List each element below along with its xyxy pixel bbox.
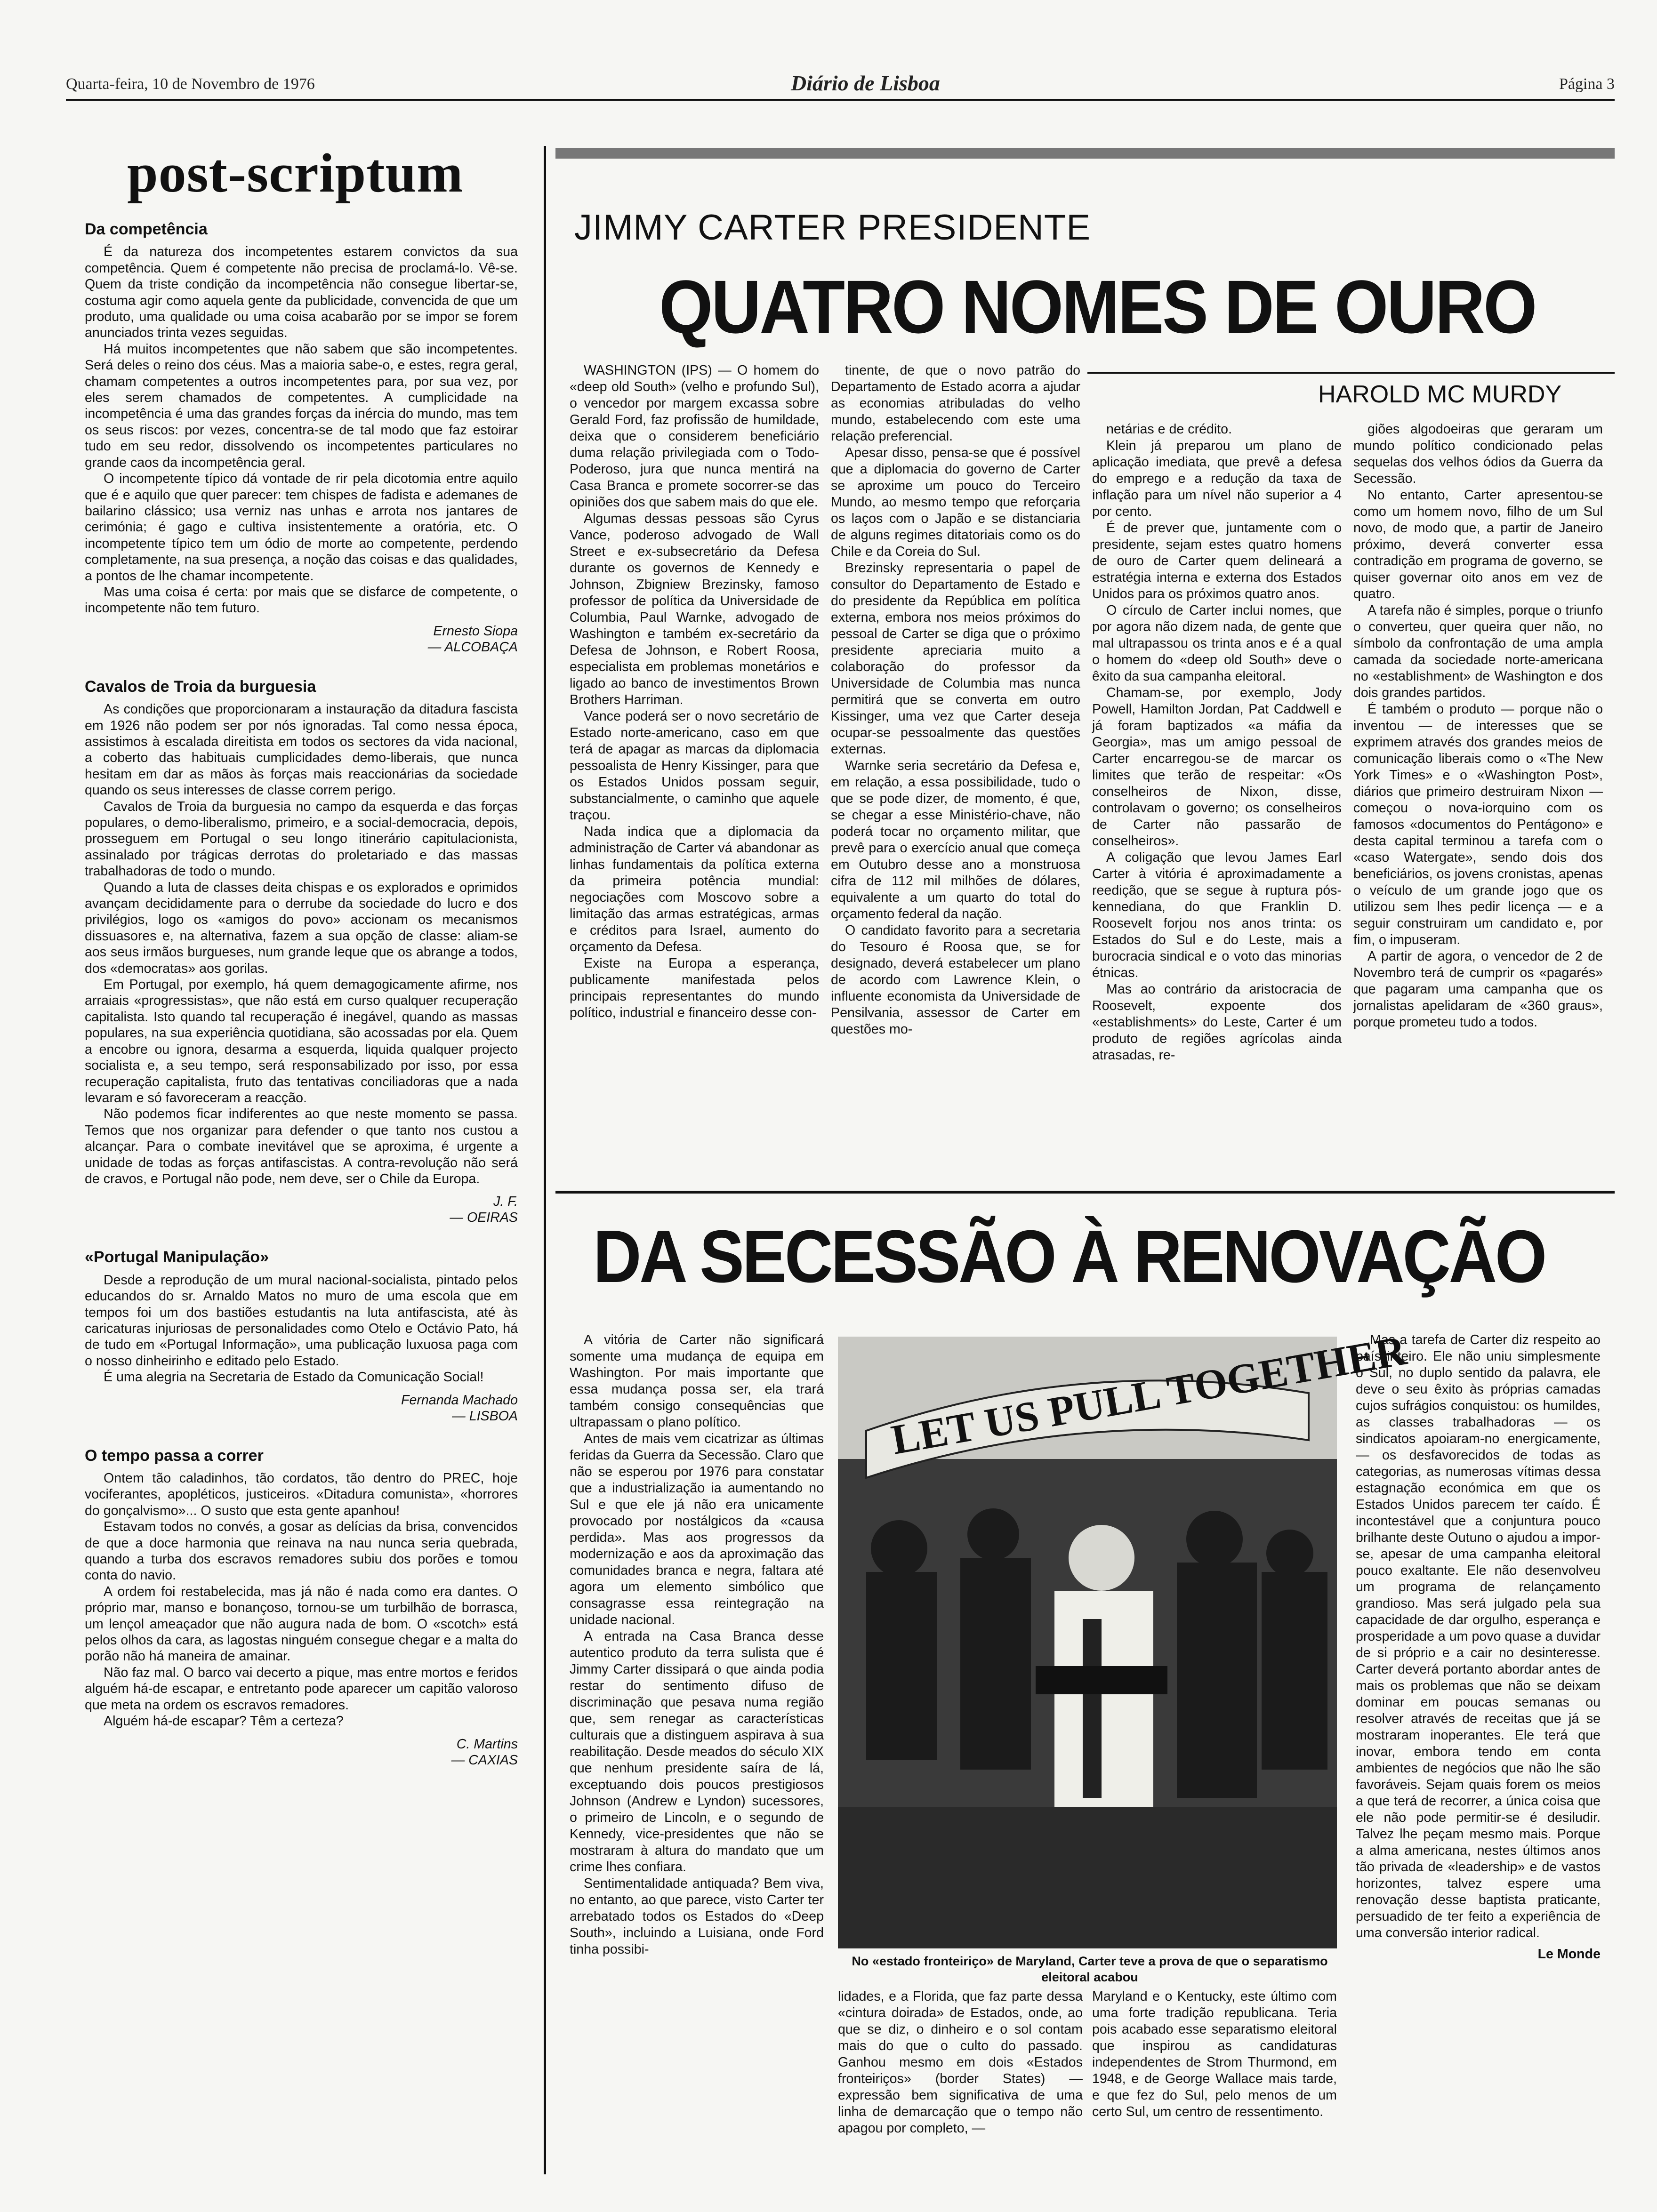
postscriptum-title: post-scriptum bbox=[127, 142, 464, 204]
article-column bbox=[1092, 421, 1342, 1191]
column-divider bbox=[544, 146, 546, 2174]
paragraph: lidades, e a Florida, que faz parte dessa «cintura doirada» de Estados, onde, ao que se diz, o dinheiro e o sol contam mais do que o culto do passado. Ganhou mesmo em dois «Estados fronteiriços» (border States) — expressão bem significativa de uma linha de demarcação que o tempo não apagou por completo, — bbox=[838, 1989, 1083, 2136]
article-headline: DA SECESSÃO À RENOVAÇÃO bbox=[593, 1215, 1545, 1298]
article-divider bbox=[555, 1191, 1615, 1194]
article-column bbox=[1092, 1988, 1337, 2205]
paragraph: A vitória de Carter não significará somente uma mudança de equipa em Washington. Por mais importante que essa mudança possa ser, ela trará também consigo consequências que ultrapassam o plano político. bbox=[570, 1332, 824, 1430]
paragraph: O incompetente típico dá vontade de rir pela dicotomia entre aquilo que é e aquilo que quer parecer: tem chispes de fadista e ademanes de bailarino clássico; usa verniz nas unhas e arrota nos jantares de cerimónia; é gago e cultiva insistentemente a oratória, etc. O incompetente típico tem um ódio de morte ao competente, perdendo completamente, na sua presença, a noção das coisas e das qualidades, a pontos de lhe chamar incompetente. bbox=[85, 471, 518, 584]
author-name: C. Martins bbox=[456, 1736, 518, 1752]
banner-text: LET US PULL TOGETHER bbox=[888, 1327, 1410, 1464]
article-source: Le Monde bbox=[1537, 1947, 1601, 1962]
paragraph: A entrada na Casa Branca desse autentico produto da terra sulista que é Jimmy Carter dissipará o que ainda podia restar do sentimento difuso de discriminação que pesava numa região que, sem renegar as características culturais que a distinguem aspirava à sua reabilitação. Desde meados do século XIX que nenhum presidente saíra de lá, exceptuando dois poucos prestigiosos Johnson (Andrew e Lyndon) sucessores, o primeiro de Lincoln, e o segundo de Kennedy, vice-presidentes que não se mostraram à altura do mandato que um crime lhes confiara. bbox=[570, 1629, 824, 1875]
paragraph: Desde a reprodução de um mural nacional-socialista, pintado pelos educandos do sr. Arnaldo Matos no muro de uma escola que em tempos foi um dos bastiões estudantis na luta antifascista, até às caricaturas injuriosas de personalidades como Otelo e Octávio Pato, há de tudo em «Portugal Informação», uma publicação luxuosa paga com o nosso dinheirinho e editado pelo Estado. bbox=[85, 1272, 518, 1369]
issue-date: Quarta-feira, 10 de Novembro de 1976 bbox=[66, 75, 315, 93]
paragraph: É uma alegria na Secretaria de Estado da Comunicação Social! bbox=[104, 1370, 484, 1385]
article-kicker: JIMMY CARTER PRESIDENTE bbox=[574, 208, 1091, 248]
paragraph: Quando a luta de classes deita chispas e os explorados e oprimidos avançam decididamente para o derrube da sociedade do lucro e dos privilégios, logo os «amigos do povo» accionam os mecanismos dissuasores e, na alternativa, fazem a sua opção de classe: aliam-se aos seus irmãos burgueses, num grande leque que os abrange a todos, dos «democratas» aos gorilas. bbox=[85, 880, 518, 976]
author-name: Fernanda Machado bbox=[401, 1392, 518, 1408]
article-column bbox=[570, 1332, 824, 2198]
paragraph: Não podemos ficar indiferentes ao que neste momento se passa. Temos que nos organizar para defender o que tanto nos custou a alcançar. Para o combate inevitável que se aproxima, é urgente a unidade de todas as forças antifascistas. A contra-revolução não será de cravos, e Portugal não pode, nem deve, ser o Chile da Europa. bbox=[85, 1106, 518, 1186]
letter bbox=[85, 679, 518, 1226]
paragraph: A tarefa não é simples, porque o triunfo o converteu, quer queira quer não, no símbolo da confrontação de uma ampla camada da sociedade norte-americana no «establishment» de Washington e dos dois grandes partidos. bbox=[1353, 603, 1603, 700]
masthead-rule bbox=[66, 99, 1615, 101]
newspaper-name: Diário de Lisboa bbox=[791, 71, 940, 95]
paragraph: tinente, de que o novo patrão do Departamento de Estado acorra a ajudar as economias atribuladas do velho mundo, estabelecendo com este uma relação preferencial. bbox=[831, 363, 1080, 444]
paragraph: Brezinsky representaria o papel de consultor do Departamento de Estado e do presidente da República em política externa, embora nos meios próximos do pessoal de Carter se diga que o próximo presidente apreciaria muito a colaboração do professor da Universidade de Columbia mas nunca permitirá que se converta em outro Kissinger, uma vez que Carter deseja ocupar-se pessoalmente das questões externas. bbox=[831, 561, 1080, 757]
photo-caption: No «estado fronteiriço» de Maryland, Carter teve a prova de que o separatismo eleitoral acabou bbox=[852, 1954, 1328, 1984]
byline-rule bbox=[1087, 372, 1615, 374]
article-column bbox=[1356, 1332, 1601, 2198]
page-number: Página 3 bbox=[1559, 75, 1615, 93]
paragraph: Mas ao contrário da aristocracia de Roosevelt, expoente dos «establishments» do Leste, Carter é um produto de regiões agrícolas ainda atrasadas, re- bbox=[1092, 982, 1342, 1063]
author-place: — ALCOBAÇA bbox=[427, 639, 518, 655]
article-column bbox=[831, 362, 1080, 1191]
author-name: J. F. bbox=[493, 1194, 518, 1210]
paragraph: O candidato favorito para a secretaria do Tesouro é Roosa que, se for designado, deverá estabelecer um plano de acordo com Lawrence Klein, o influente economista da Universidade de Pensilvania, assessor de Carter em questões mo- bbox=[831, 923, 1080, 1037]
letter-heading: Da competência bbox=[85, 220, 208, 238]
letter-heading: O tempo passa a correr bbox=[85, 1446, 264, 1465]
section-divider bbox=[555, 148, 1615, 159]
microphone-stand bbox=[1036, 1666, 1167, 1694]
letter-signature bbox=[85, 623, 518, 655]
letter-heading: «Portugal Manipulação» bbox=[85, 1248, 269, 1266]
paragraph: Cavalos de Troia da burguesia no campo da esquerda e das forças populares, o demo-liberalismo, primeiro, e a social-democracia, depois, prosseguem em Portugal o seu longo itinerário capitulacionista, assinalado por trágicas derrotas do proletariado e das massas trabalhadoras de todo o mundo. bbox=[85, 799, 518, 879]
paragraph: Antes de mais vem cicatrizar as últimas feridas da Guerra da Secessão. Claro que não se esperou por 1976 para constatar que a industrialização ia aumentando no Sul e que ele já não era unicamente provocado por nostálgicos da «causa perdida». Mas aos progressos da modernização e aos da aproximação das comunidades branca e negra, faltara até agora um elemento simbólico que consagrasse essa reintegração na unidade nacional. bbox=[570, 1431, 824, 1627]
article-photo bbox=[838, 1327, 1410, 1948]
paragraph: Apesar disso, pensa-se que é possível que a diplomacia do governo de Carter se aproxime um pouco do Terceiro Mundo, ao mesmo tempo que reforçaria os laços com o Japão e se distanciaria de alguns regimes ditatoriais como os do Chile e da Coreia do Sul. bbox=[831, 445, 1080, 559]
postscriptum-column bbox=[85, 221, 518, 2170]
paragraph: Klein já preparou um plano de aplicação imediata, que prevê a defesa do emprego e a redução da taxa de inflação para um nível não superior a 4 por cento. bbox=[1092, 438, 1342, 519]
paragraph: Mas uma coisa é certa: por mais que se disfarce de competente, o incompetente não tem futuro. bbox=[85, 584, 518, 616]
paragraph: Não faz mal. O barco vai decerto a pique, mas entre mortos e feridos alguém há-de escapar, e entretanto pode aparecer um capitão valoroso que meta na ordem os escravos remadores. bbox=[85, 1665, 518, 1713]
paragraph: Alguém há-de escapar? Têm a certeza? bbox=[104, 1714, 344, 1729]
letter-signature bbox=[85, 1194, 518, 1226]
paragraph: Maryland e o Kentucky, este último com uma forte tradição republicana. Teria pois acabado esse separatismo eleitoral que inspirou as candidaturas independentes de Strom Thurmond, em 1948, e de George Wallace mais tarde, e que fez do Sul, pelo menos de um certo Sul, um centro de ressentimento. bbox=[1092, 1989, 1337, 2119]
author-place: — LISBOA bbox=[452, 1408, 518, 1424]
paragraph: Chamam-se, por exemplo, Jody Powell, Hamilton Jordan, Pat Caddwell e já foram baptizados «a máfia da Georgia», mas um amigo pessoal de Carter encarregou-se de marcar os limites que terão de respeitar: «Os conselheiros de Nixon, disse, controlavam o governo; os conselheiros de Carter não passarão de conselheiros». bbox=[1092, 685, 1342, 849]
author-name: Ernesto Siopa bbox=[433, 623, 518, 639]
paragraph: A partir de agora, o vencedor de 2 de Novembro terá de cumprir os «pagarés» que pagaram uma campanha que os jornalistas apelidaram de «360 graus», porque prometeu tudo a todos. bbox=[1353, 949, 1603, 1030]
paragraph: O círculo de Carter inclui nomes, que por agora não dizem nada, de gente que mal ultrapassou os trinta anos e é a qual o homem do «deep old South» deve o êxito da sua campanha eleitoral. bbox=[1092, 603, 1342, 684]
paragraph: Vance poderá ser o novo secretário de Estado norte-americano, caso em que terá de apagar as marcas da diplomacia pessoalista de Henry Kissinger, para que os Estados Unidos possam seguir, substancialmente, o caminho que aquele traçou. bbox=[570, 709, 819, 823]
paragraph: A coligação que levou James Earl Carter à vitória é aproximadamente a reedição, que se segue à ruptura pós-kennediana, do que Franklin D. Roosevelt forjou nos anos trinta: os Estados do Sul e do Leste, mais a burocracia sindical e o voto das minorias étnicas. bbox=[1092, 850, 1342, 980]
paragraph: É de prever que, juntamente com o presidente, sejam estes quatro homens de ouro de Carter quem delineará a estratégia interna e externa dos Estados Unidos para os próximos quatro anos. bbox=[1092, 521, 1342, 601]
paragraph: Mas a tarefa de Carter diz respeito ao país inteiro. Ele não uniu simplesmente o Sul, no duplo sentido da palavra, ele deve o seu êxito às próprias camadas cujos sufrágios conquistou: os humildes, as classes trabalhadoras — os sindicatos apoiaram-no energicamente, — os desfavorecidos de todas as categorias, as numerosas vítimas dessa estagnação económica em que os Estados Unidos parecem ter caído. É incontestável que a conjuntura pouco brilhante deste Outuno o ajudou a impor-se, apesar de uma campanha eleitoral pouco exaltante. Ele não desenvolveu um programa de relançamento grandioso. Mas será julgado pela sua capacidade de dar orgulho, esperança e prosperidade a um povo quase a duvidar de si próprio e a cair no desinteresse. Carter deverá portanto abordar antes de mais os problemas que não se deixam dominar em poucas semanas ou resolver através de receitas que já se mostraram inoperantes. Ele terá que inovar, embora tendo em conta ambientes de negócios que não lhe são favoráveis. Sejam quais forem os meios a que terá de recorrer, a única coisa que ele não pode permitir-se é desiludir. Talvez lhe peçam mesmo mais. Porque a alma americana, nestes últimos anos tão privada de «leadership» e de vastos horizontes, talvez espere uma renovação desse baptista praticante, persuadido de ter feito a experiência de uma conversão interior radical. bbox=[1356, 1332, 1601, 1940]
podium bbox=[838, 1807, 1337, 1948]
paragraph: A ordem foi restabelecida, mas já não é nada como era dantes. O próprio mar, manso e bonançoso, tornou-se um turbilhão de borrasca, um lençol ameaçador que não augura nada de bom. O «scotch» está pelos olhos da cara, as lagostas ninguém consegue chegar e a malta do porão não há maneira de amainar. bbox=[85, 1584, 518, 1664]
paragraph: giões algodoeiras que geraram um mundo político condicionado pelas sequelas dos velhos ódios da Guerra da Secessão. bbox=[1353, 422, 1603, 486]
paragraph: Existe na Europa a esperança, publicamente manifestada pelos principais representantes do mundo político, industrial e financeiro desse con- bbox=[570, 956, 819, 1020]
letter bbox=[85, 1249, 518, 1424]
paragraph: É também o produto — porque não o inventou — de interesses que se exprimem através dos grandes meios de comunicação liberais como o «The New York Times» e o «Washington Post», diários que primeiro destruiram Nixon — começou o nova-iorquino com os famosos «documentos do Pentágono» e desta capital terminou a tarefa com o «caso Watergate», sendo dois dos beneficiários, os jovens cronistas, apenas o veículo de um grande jogo que os utilizou sem lhes pedir licença — e a seguir construiram um candidato e, por fim, o impuseram. bbox=[1353, 702, 1603, 947]
masthead bbox=[66, 71, 1615, 99]
author-place: — OEIRAS bbox=[450, 1210, 518, 1226]
article-column bbox=[838, 1988, 1083, 2205]
article-column bbox=[1353, 421, 1603, 1191]
author-place: — CAXIAS bbox=[451, 1752, 518, 1768]
paragraph: WASHINGTON (IPS) — O homem do «deep old South» (velho e profundo Sul), o vencedor por margem excassa sobre Gerald Ford, faz profissão de humildade, deixa que o considerem beneficiário duma relação privilegiada com o Todo-Poderoso, jura que nunca mentirá na Casa Branca e promete socorrer-se das opiniões dos que sabem mais do que ele. bbox=[570, 363, 819, 510]
paragraph: No entanto, Carter apresentou-se como um homem novo, filho de um Sul novo, de modo que, a partir de Janeiro próximo, deverá converter essa contradição em programa de governo, se quiser governar oito anos em vez de quatro. bbox=[1353, 488, 1603, 601]
paragraph: Algumas dessas pessoas são Cyrus Vance, poderoso advogado de Wall Street e ex-subsecretário da Defesa durante os governos de Kennedy e Johnson, Zbigniew Brezinsky, famoso professor de política da Universidade de Columbia, Paul Warnke, advogado de Washington e também ex-secretário da Defesa de Johnson, e Robert Roosa, especialista em problemas monetários e ligado ao banco de investimentos Brown Brothers Harriman. bbox=[570, 511, 819, 707]
article-headline: QUATRO NOMES DE OURO bbox=[659, 264, 1536, 349]
paragraph: Sentimentalidade antiquada? Bem viva, no entanto, ao que parece, visto Carter ter arrebatado todos os Estados do «Deep South», incluindo a Luisiana, onde Ford tinha possibi- bbox=[570, 1876, 824, 1957]
letter-signature bbox=[85, 1392, 518, 1424]
paragraph: Ontem tão caladinhos, tão cordatos, tão dentro do PREC, hoje vociferantes, apopléticos, justiceiros. «Ditadura comunista», «horrores do gonçalvismo»... O susto que esta gente apanhou! bbox=[85, 1471, 518, 1518]
article-byline: HAROLD MC MURDY bbox=[1318, 381, 1562, 408]
paragraph: Estavam todos no convés, a gosar as delícias da brisa, convencidos de que a doce harmonia que reinava na nau nunca seria quebrada, quando a turba dos escravos remadores subiu dos porões e tomou conta do navio. bbox=[85, 1519, 518, 1583]
letter-signature bbox=[85, 1736, 518, 1768]
letter-heading: Cavalos de Troia da burguesia bbox=[85, 677, 316, 696]
paragraph: Em Portugal, por exemplo, há quem demagogicamente afirme, nos arraiais «progressistas», que não está em curso qualquer recuperação capitalista. Isto quando tal recuperação é inegável, quando as massas populares, na sua experiência quotidiana, são acossadas por ela. Quem a encobre ou ignora, desarma a esquerda, liquida qualquer projecto socialista e, a seu tempo, será responsabilizado por isso, por essa recuperação capitalista, fruto das tentativas conciliadoras que a nada levaram e só favoreceram a reacção. bbox=[85, 977, 518, 1106]
paragraph: Warnke seria secretário da Defesa e, em relação, a essa possibilidade, tudo o que se pode dizer, de momento, é que, se chegar a esse Ministério-chave, não poderá tocar no orçamento militar, que prevê para o exercício anual que começa em Outubro desse ano a monstruosa cifra de 112 mil milhões de dólares, equivalente a um quarto do total do orçamento federal da nação. bbox=[831, 758, 1080, 922]
paragraph: As condições que proporcionaram a instauração da ditadura fascista em 1926 não podem ser por nós ignoradas. Tal como nessa época, assistimos à escalada direitista em todos os sectores da vida nacional, a coberto das habituais cumplicidades demo-liberais, que nunca hesitam em dar as mãos às forças mais reaccionárias da sociedade quando os seus interesses de classe correm perigo. bbox=[85, 702, 518, 798]
article-column bbox=[570, 362, 819, 1191]
paragraph: Nada indica que a diplomacia da administração de Carter vá abandonar as linhas fundamentais da política externa da primeira potência mundial: negociações com Moscovo sobre a limitação das armas estratégicas, armas e créditos para Israel, aumento do orçamento da Defesa. bbox=[570, 824, 819, 954]
letter bbox=[85, 221, 518, 655]
letter bbox=[85, 1448, 518, 1768]
paragraph: netárias e de crédito. bbox=[1106, 422, 1232, 437]
paragraph: Há muitos incompetentes que não sabem que são incompetentes. Será deles o reino dos céus. Mas a maioria sabe-o, e estes, regra geral, chamam competentes a outros incompetentes para, por sua vez, por eles serem chamados de competentes. A cumplicidade na incompetência é uma das grandes forças da inércia do mundo, mas tem os seus riscos: por vezes, concentra-se de tal modo que faz estoirar tudo em seu redor, dissolvendo os incompetentes particulares no grande caos da incompetência geral. bbox=[85, 341, 518, 470]
paragraph: É da natureza dos incompetentes estarem convictos da sua competência. Quem é competente não precisa de proclamá-lo. Vê-se. Quem da triste condição da incompetência não consegue libertar-se, costuma agir como aquela gente da publicidade, convencida de que um produto, uma qualidade ou uma coisa acabarão por se impor se forem anunciados trinta vezes seguidas. bbox=[85, 244, 518, 341]
